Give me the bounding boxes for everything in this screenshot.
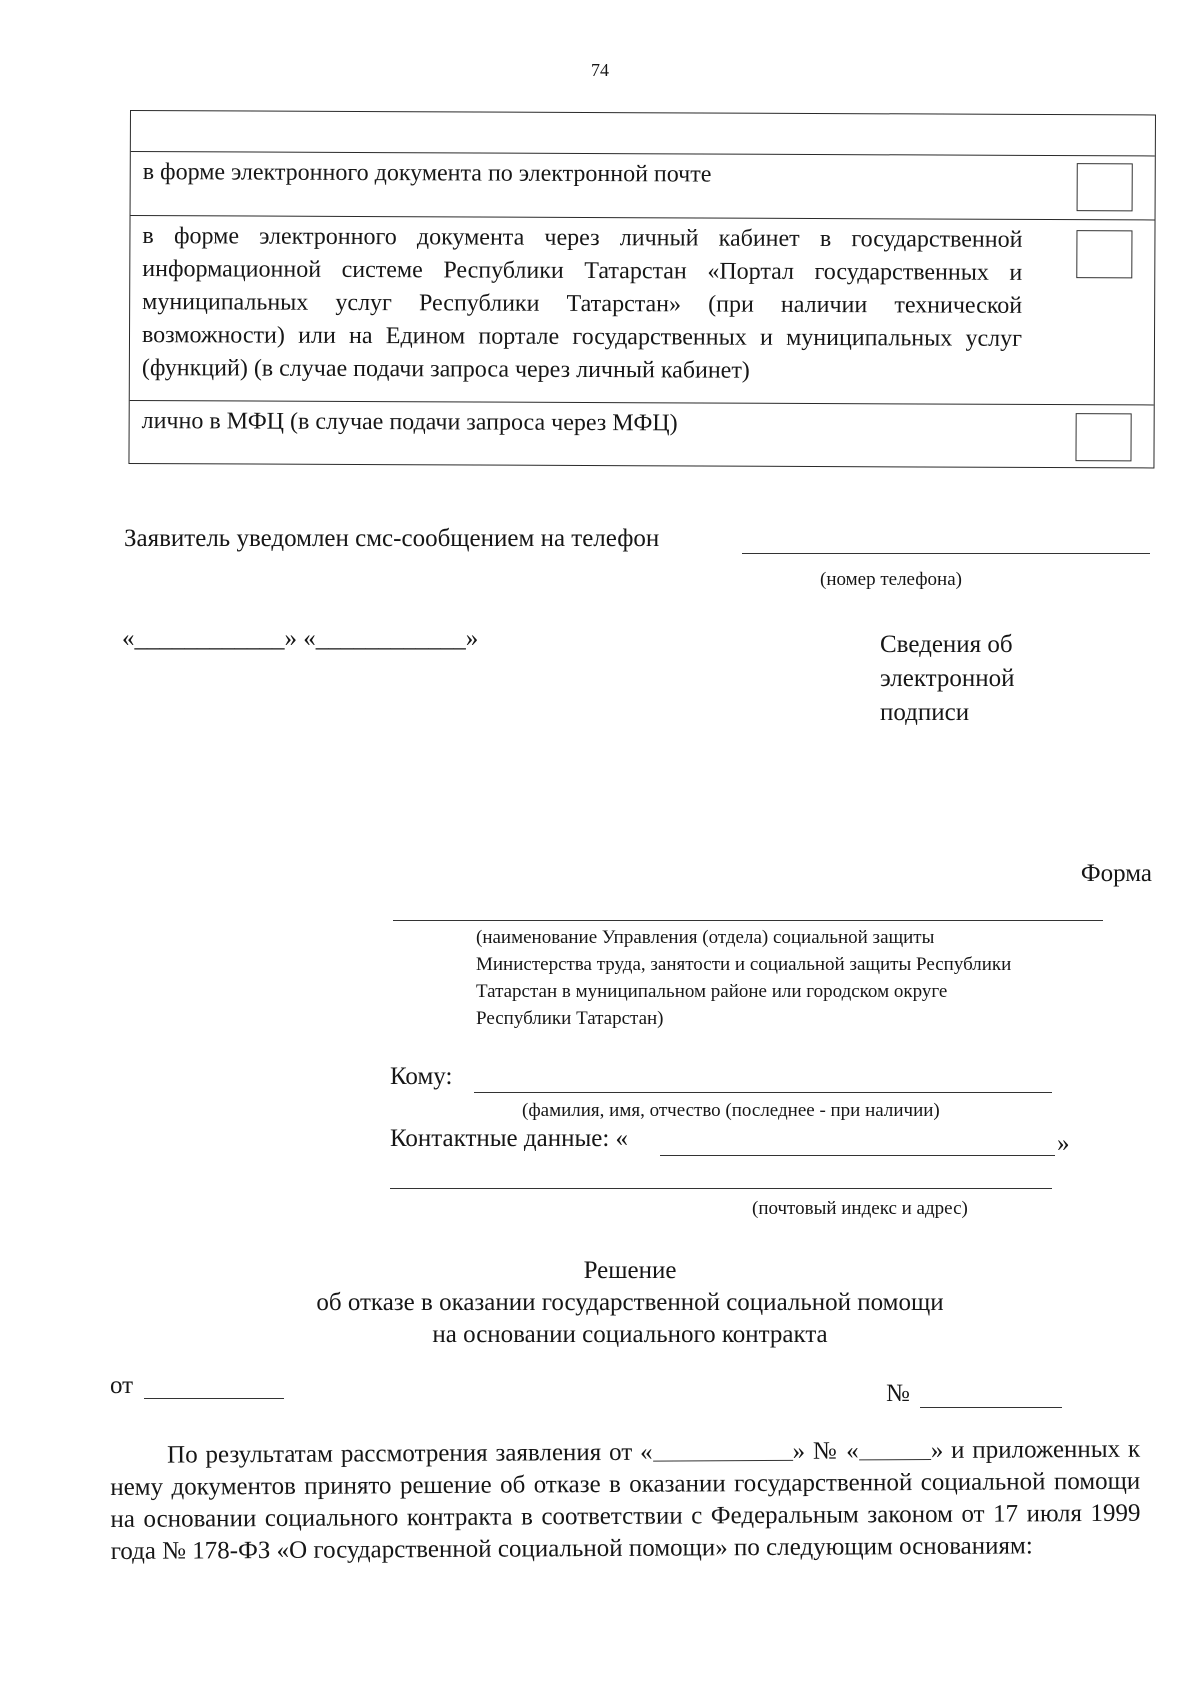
- option-row-email: [131, 152, 1155, 220]
- page-number: 74: [591, 60, 609, 80]
- org-name-field[interactable]: [393, 920, 1103, 921]
- option-email-text: в форме электронного документа по электронной почте: [142, 159, 712, 188]
- date-quotes: «____________» «____________»: [122, 625, 479, 652]
- decision-title-line: на основании социального контракта: [432, 1321, 828, 1348]
- application-date-field[interactable]: [653, 1440, 793, 1462]
- from-label: от: [110, 1372, 134, 1399]
- signature-info-line: Сведения об: [880, 631, 1013, 658]
- fio-caption: (фамилия, имя, отчество (последнее - при наличии): [522, 1100, 940, 1121]
- sms-notice: Заявитель уведомлен смс-сообщением на телефон: [124, 525, 660, 552]
- body-mid: » № «: [792, 1437, 859, 1465]
- phone-field[interactable]: [742, 553, 1150, 554]
- option-mfc-checkbox[interactable]: [1075, 413, 1131, 461]
- option-portal-checkbox[interactable]: [1076, 230, 1132, 278]
- decision-number-field[interactable]: [920, 1407, 1062, 1408]
- contact-close-quote: »: [1057, 1130, 1070, 1157]
- signature-info-line: подписи: [880, 699, 970, 726]
- org-caption-line: Татарстан в муниципальном районе или городском округе: [476, 981, 948, 1002]
- table-header-row: [131, 111, 1155, 156]
- decision-date-field[interactable]: [144, 1398, 284, 1399]
- number-label: №: [886, 1380, 910, 1407]
- decision-title-line: Решение: [583, 1257, 677, 1284]
- org-caption-line: (наименование Управления (отдела) социальной защиты: [476, 927, 935, 948]
- option-email-checkbox[interactable]: [1077, 163, 1133, 211]
- contact-field[interactable]: [660, 1155, 1055, 1156]
- signature-info: [880, 628, 1015, 730]
- option-mfc-text: лично в МФЦ (в случае подачи запроса через МФЦ): [141, 408, 678, 437]
- signature-info-line: электронной: [880, 665, 1015, 692]
- address-field[interactable]: [390, 1188, 1052, 1189]
- body-after: » и приложенных к нему документов принято решение об отказе в оказании государственной социальной помощи на основании социального контракта в соответствии с Федеральным законом от 17 июля 1999 года № 178-ФЗ «О государственной социальной помощи» по следующим основаниям:: [110, 1435, 1141, 1565]
- address-caption: (почтовый индекс и адрес): [752, 1198, 968, 1219]
- org-caption-line: Республики Татарстан): [476, 1008, 664, 1029]
- option-row-mfc: [129, 401, 1153, 467]
- to-label: Кому:: [390, 1063, 453, 1090]
- decision-title-line: об отказе в оказании государственной социальной помощи: [316, 1289, 944, 1316]
- contact-label: Контактные данные: «: [390, 1125, 629, 1152]
- application-number-field[interactable]: [859, 1439, 931, 1460]
- option-portal-text: в форме электронного документа через личный кабинет в государственной информационной системе Республики Татарстан «Портал государственных и муниципальных услуг Республики Татарстан» (при наличии технической возможности) или на Едином портале государственных и муниципальных услуг (функций) (в случае подачи запроса через личный кабинет): [141, 223, 1023, 384]
- option-row-portal: [130, 216, 1155, 405]
- form-label: Форма: [1080, 860, 1152, 887]
- org-caption: [476, 924, 1156, 1032]
- decision-title: [0, 1255, 1200, 1351]
- body-paragraph: [110, 1434, 1141, 1568]
- delivery-options-table: [128, 110, 1156, 468]
- org-caption-line: Министерства труда, занятости и социальной защиты Республики: [476, 954, 1012, 975]
- body-start: По результатам рассмотрения заявления от «: [167, 1438, 653, 1469]
- recipient-field[interactable]: [474, 1092, 1052, 1093]
- phone-caption: (номер телефона): [820, 569, 962, 590]
